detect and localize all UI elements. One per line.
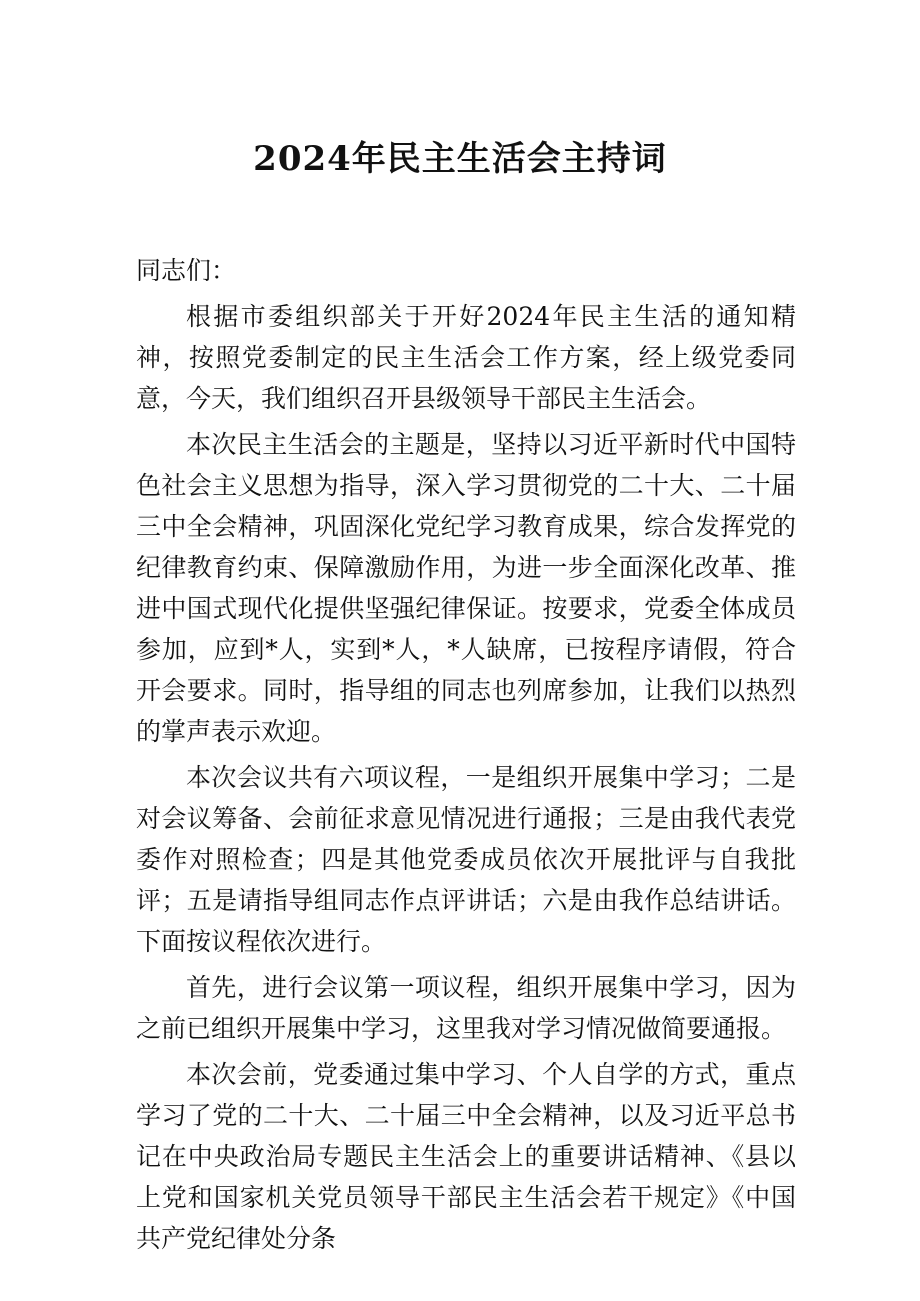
salutation: 同志们： <box>136 256 237 285</box>
paragraph-4: 首先，进行会议第一项议程，组织开展集中学习，因为之前已组织开展集中学习，这里我对学习情况做简要通报。 <box>136 973 796 1043</box>
paragraph-5: 本次会前，党委通过集中学习、个人自学的方式，重点学习了党的二十大、二十届三中全会精神，以及习近平总书记在中央政治局专题民主生活会上的重要讲话精神、《县以上党和国家机关党员领导干部民主生活会若干规定》《中国共产党纪律处分条 <box>136 1060 796 1253</box>
document-title: 2024年民主生活会主持词 <box>253 139 667 179</box>
paragraph-3: 本次会议共有六项议程，一是组织开展集中学习；二是对会议筹备、会前征求意见情况进行通报；三是由我代表党委作对照检查；四是其他党委成员依次开展批评与自我批评；五是请指导组同志作点评讲话；六是由我作总结讲话。下面按议程依次进行。 <box>136 763 796 956</box>
document-body <box>136 250 796 1264</box>
paragraph-2: 本次民主生活会的主题是，坚持以习近平新时代中国特色社会主义思想为指导，深入学习贯彻党的二十大、二十届三中全会精神，巩固深化党纪学习教育成果，综合发挥党的纪律教育约束、保障激励作用，为进一步全面深化改革、推进中国式现代化提供坚强纪律保证。按要求，党委全体成员参加，应到*人，实到*人，*人缺席，已按程序请假，符合开会要求。同时，指导组的同志也列席参加，让我们以热烈的掌声表示欢迎。 <box>136 430 796 746</box>
paragraph-1: 根据市委组织部关于开好2024年民主生活的通知精神，按照党委制定的民主生活会工作方案，经上级党委同意，今天，我们组织召开县级领导干部民主生活会。 <box>136 302 796 413</box>
